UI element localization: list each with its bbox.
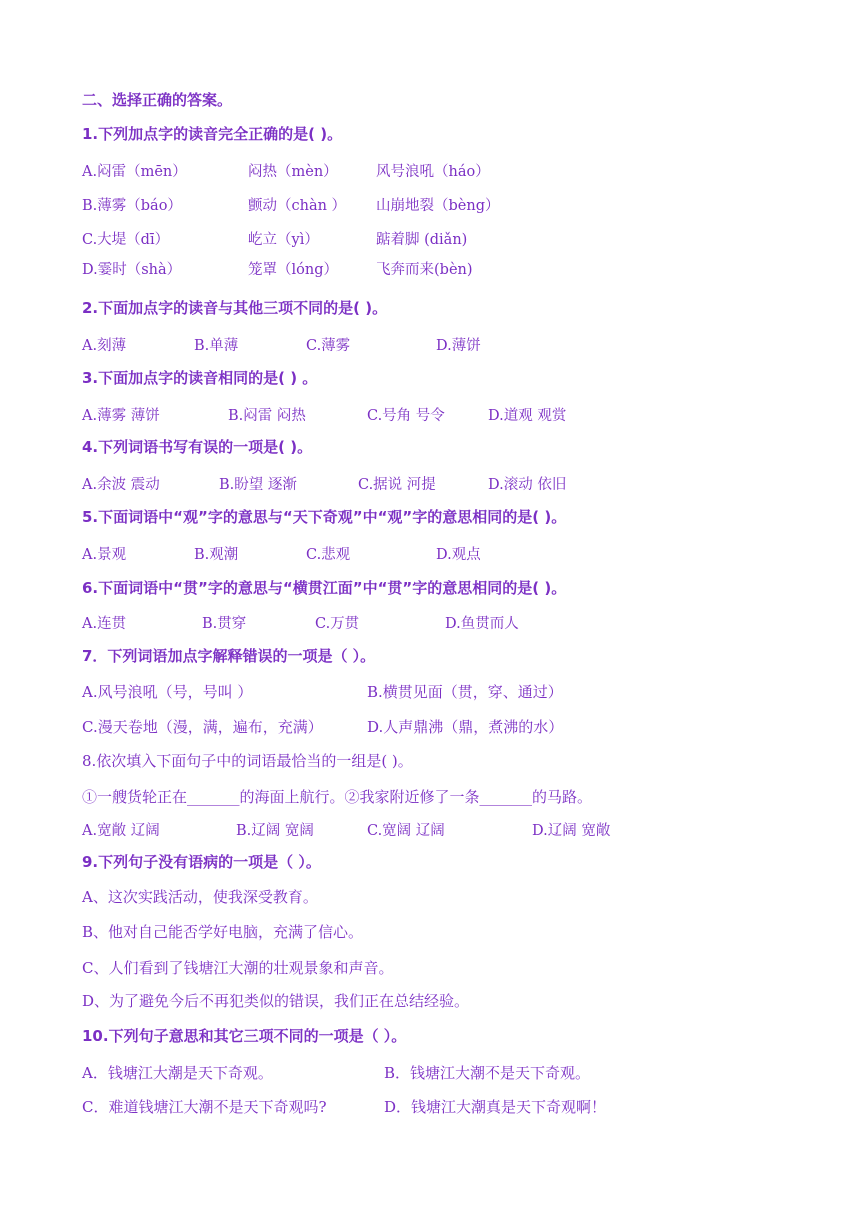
option-c: C.号角 号令 <box>367 408 445 424</box>
question-10-stem: 10.下列句子意思和其它三项不同的一项是（ ）。 <box>82 1027 407 1045</box>
option-d: D.人声鼎沸（鼎，煮沸的水） <box>367 718 564 736</box>
option-cell: 飞奔而来(bèn) <box>376 262 473 278</box>
option-cell: C.大堤（dī） <box>82 232 170 248</box>
option-d: D.道观 观赏 <box>488 408 567 424</box>
option-b: B.横贯见面（贯，穿、通过） <box>367 683 563 701</box>
option-a: A．钱塘江大潮是天下奇观。 <box>82 1064 273 1082</box>
option-b: B、他对自己能否学好电脑，充满了信心。 <box>82 923 364 941</box>
question-9-stem: 9.下列句子没有语病的一项是（ ）。 <box>82 853 321 871</box>
option-c: C.漫天卷地（漫，满，遍布，充满） <box>82 718 323 736</box>
option-cell: A.闷雷（mēn） <box>82 164 187 180</box>
option-cell: 屹立（yì） <box>248 232 319 248</box>
question-8-sentence: ①一艘货轮正在_______的海面上航行。②我家附近修了一条_______的马路。 <box>82 788 593 806</box>
question-1-stem: 1.下列加点字的读音完全正确的是( )。 <box>82 125 343 143</box>
option-cell: B.薄雾（báo） <box>82 198 182 214</box>
option-b: B.贯穿 <box>202 616 247 632</box>
option-b: B.闷雷 闷热 <box>228 408 306 424</box>
option-c: C.薄雾 <box>306 338 351 354</box>
option-c: C.万贯 <box>315 616 360 632</box>
option-d: D.滚动 依旧 <box>488 477 567 493</box>
option-d: D.薄饼 <box>436 338 481 354</box>
option-cell: 颤动（chàn ） <box>248 198 347 214</box>
section-title: 二、选择正确的答案。 <box>82 91 233 109</box>
question-6-stem: 6.下面词语中“贯”字的意思与“横贯江面”中“贯”字的意思相同的是( )。 <box>82 579 567 597</box>
option-b: B.观潮 <box>194 547 239 563</box>
option-b: B.辽阔 宽阔 <box>236 823 314 839</box>
question-8-stem: 8.依次填入下面句子中的词语最恰当的一组是( )。 <box>82 752 413 770</box>
option-b: B．钱塘江大潮不是天下奇观。 <box>384 1064 591 1082</box>
option-a: A.余波 震动 <box>82 477 160 493</box>
option-c: C、人们看到了钱塘江大潮的壮观景象和声音。 <box>82 959 394 977</box>
question-5-stem: 5.下面词语中“观”字的意思与“天下奇观”中“观”字的意思相同的是( )。 <box>82 508 567 526</box>
option-a: A、这次实践活动，使我深受教育。 <box>82 888 318 906</box>
option-c: C.据说 河提 <box>358 477 436 493</box>
option-b: B.盼望 逐渐 <box>219 477 297 493</box>
option-d: D、为了避免今后不再犯类似的错误，我们正在总结经验。 <box>82 992 470 1010</box>
option-a: A.风号浪吼（号，号叫 ） <box>82 683 253 701</box>
option-c: C．难道钱塘江大潮不是天下奇观吗? <box>82 1098 327 1116</box>
question-3-stem: 3.下面加点字的读音相同的是( ) 。 <box>82 369 318 387</box>
question-7-stem: 7．下列词语加点字解释错误的一项是（ ）。 <box>82 647 376 665</box>
option-cell: 踮着脚 (diǎn) <box>376 232 468 248</box>
option-cell: 闷热（mèn） <box>248 164 338 180</box>
option-a: A.薄雾 薄饼 <box>82 408 160 424</box>
question-4-stem: 4.下列词语书写有误的一项是( )。 <box>82 438 313 456</box>
option-cell: 笼罩（lóng） <box>248 262 338 278</box>
option-cell: D.霎时（shà） <box>82 262 182 278</box>
option-c: C.悲观 <box>306 547 351 563</box>
option-a: A.连贯 <box>82 616 127 632</box>
option-d: D.鱼贯而人 <box>445 616 519 632</box>
option-d: D．钱塘江大潮真是天下奇观啊！ <box>384 1098 607 1116</box>
option-b: B.单薄 <box>194 338 239 354</box>
option-a: A.景观 <box>82 547 127 563</box>
question-2-stem: 2.下面加点字的读音与其他三项不同的是( )。 <box>82 299 388 317</box>
option-d: D.观点 <box>436 547 481 563</box>
option-cell: 山崩地裂（bèng） <box>376 198 500 214</box>
option-cell: 风号浪吼（háo） <box>376 164 490 180</box>
option-a: A.宽敞 辽阔 <box>82 823 160 839</box>
option-d: D.辽阔 宽敞 <box>532 823 611 839</box>
option-a: A.刻薄 <box>82 338 127 354</box>
option-c: C.宽阔 辽阔 <box>367 823 445 839</box>
